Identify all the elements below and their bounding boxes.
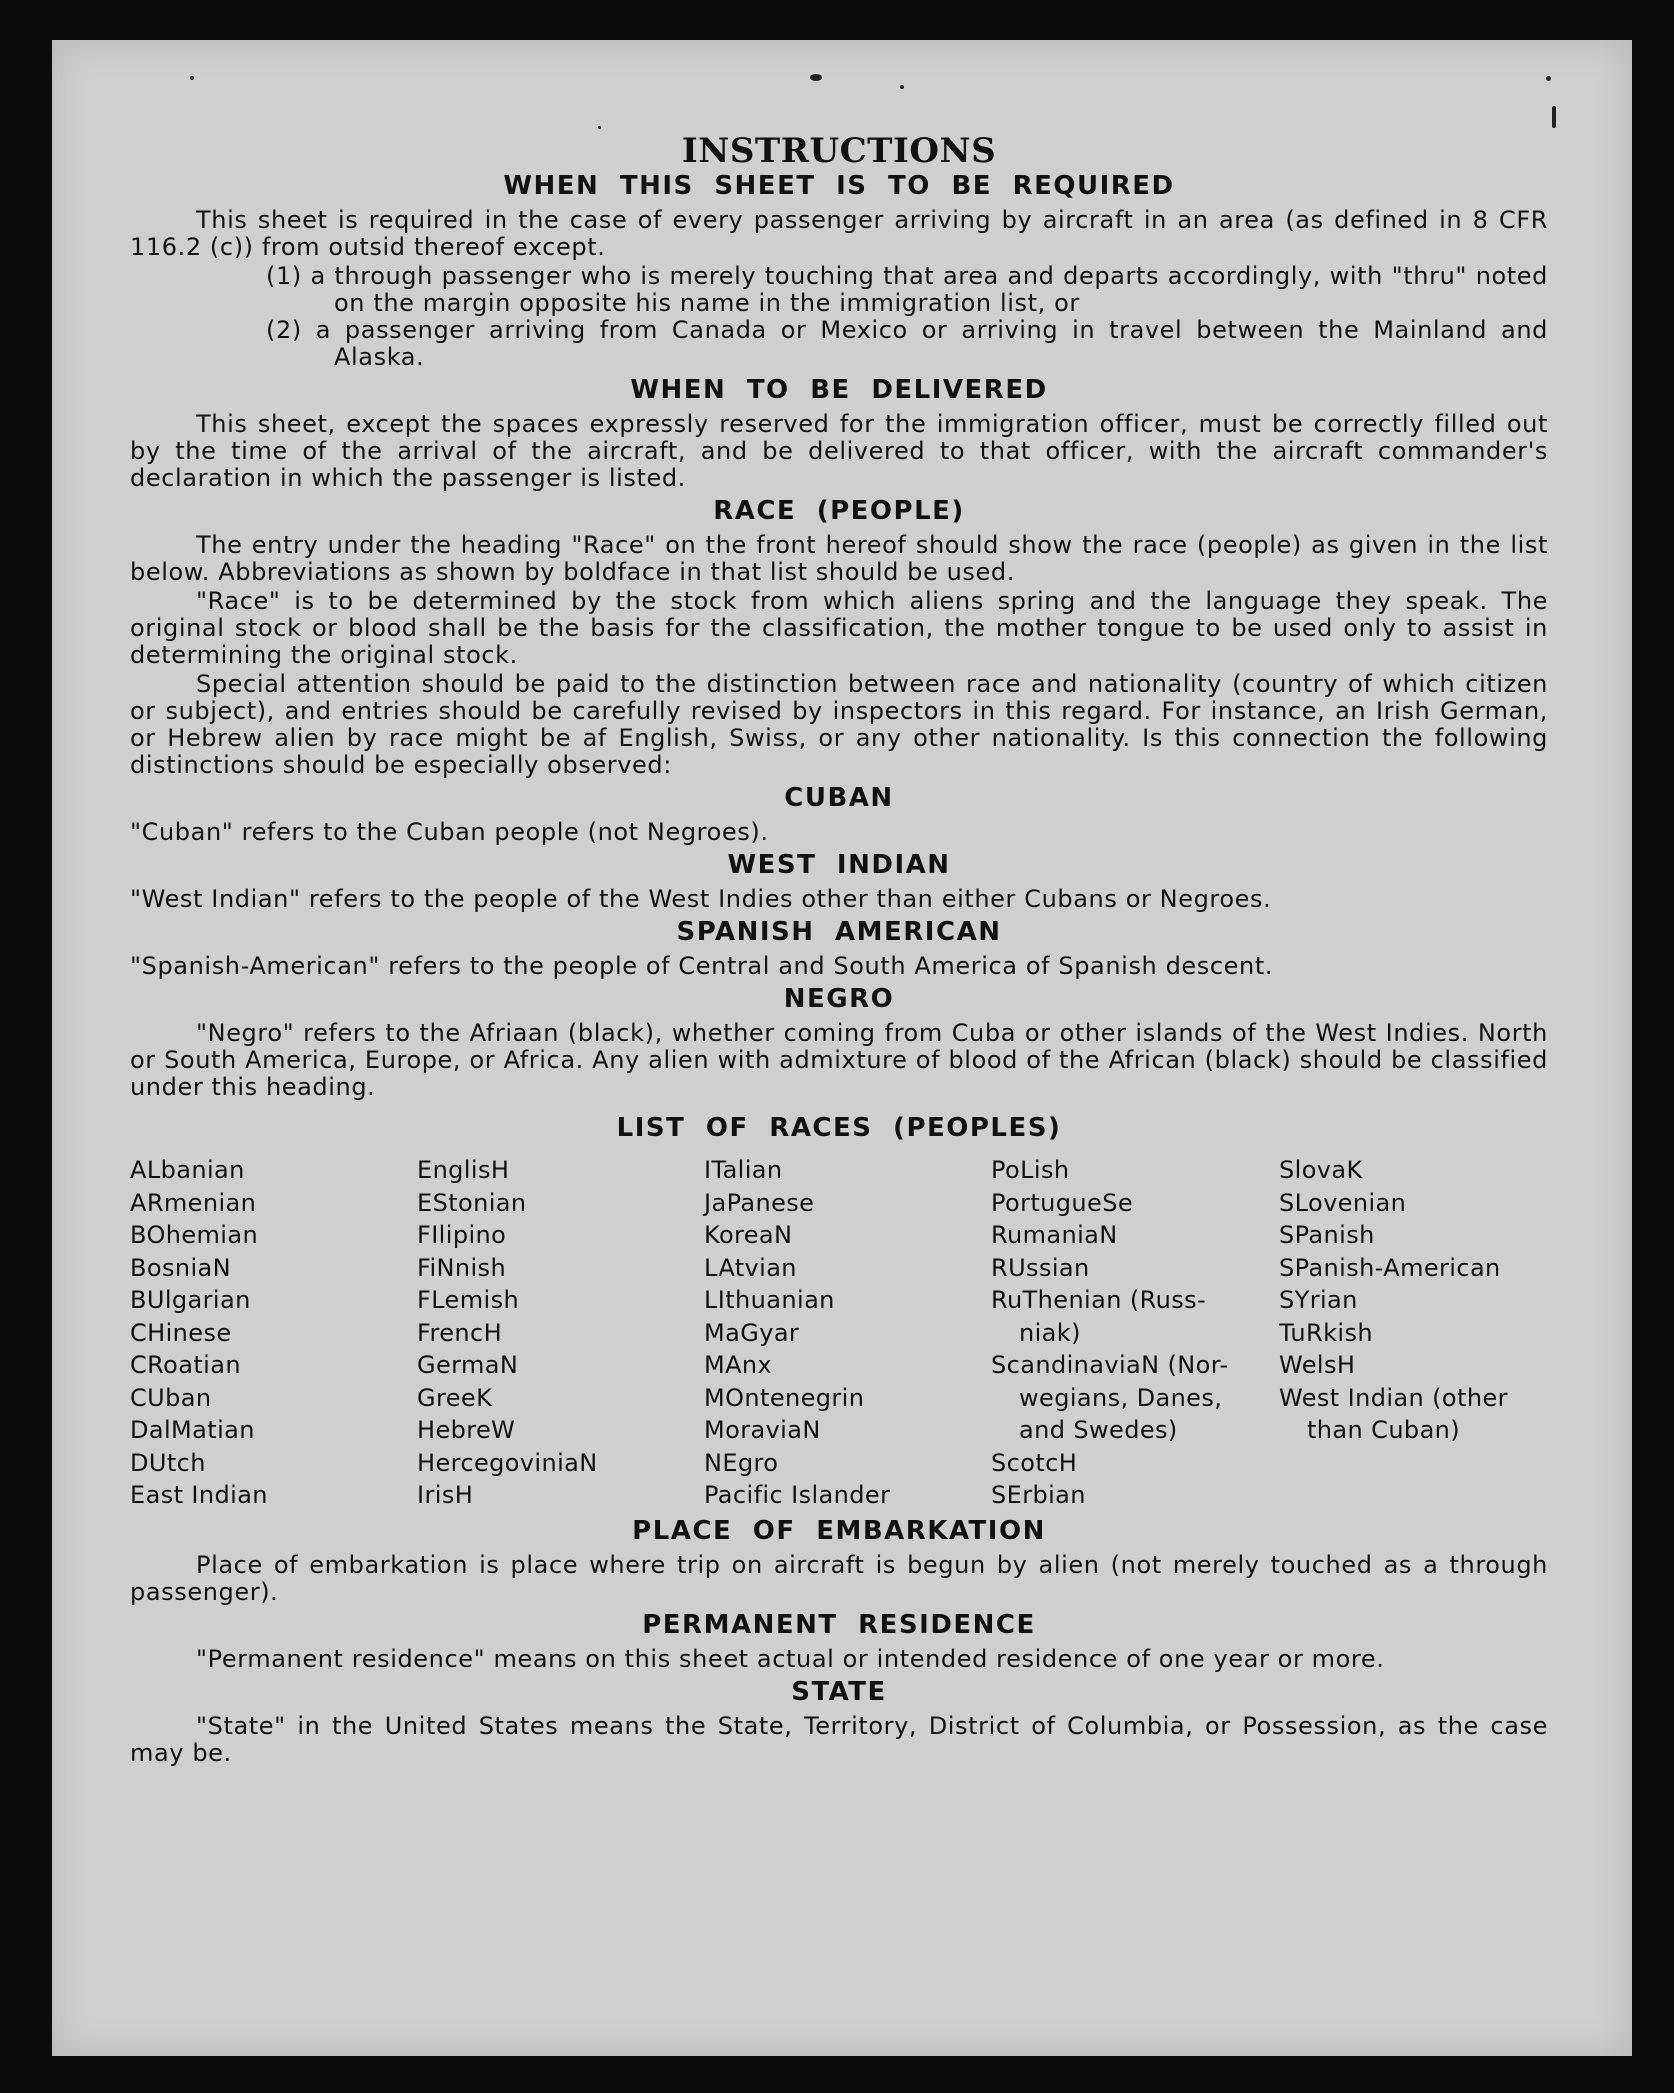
race-item: TuRkish: [1279, 1318, 1373, 1347]
required-exception-2: (2) a passenger arriving from Canada or Mexico or arriving in travel between the Mainland and Alaska.: [266, 316, 1548, 371]
race-item: CUban: [130, 1383, 212, 1412]
races-column-2: [417, 1154, 704, 1512]
race-item: FiNnish: [417, 1253, 507, 1282]
race-item: BosniaN: [130, 1253, 231, 1282]
race-item: West Indian (other: [1279, 1383, 1508, 1412]
race-item: PoLish: [991, 1156, 1070, 1184]
race-item: ScandinaviaN (Nor-: [991, 1351, 1229, 1379]
residence-text: "Permanent residence" means on this sheet actual or intended residence of one year or more.: [196, 1644, 1385, 1673]
race-paragraph-2: "Race" is to be determined by the stock from which aliens spring and the language they speak. The original stock or blood shall be the basis for the classification, the mother tongue to be used only to assist in determining the original stock.: [130, 587, 1548, 669]
heading-state: STATE: [791, 1676, 887, 1707]
heading-when-required: WHEN THIS SHEET IS TO BE REQUIRED: [503, 171, 1175, 201]
race-item: EStonian: [417, 1188, 527, 1217]
race-item: GreeK: [417, 1383, 493, 1412]
required-intro: This sheet is required in the case of every passenger arriving by aircraft in an area (as defined in 8 CFR 116.2 (c)) from outsid thereof except.: [130, 206, 1548, 261]
race-item: SPanish-American: [1279, 1253, 1501, 1282]
race-item: PortugueSe: [991, 1188, 1133, 1217]
race-paragraph-3: Special attention should be paid to the distinction between race and nationality (country of which citizen or subject), and entries should be carefully revised by inspectors in this regard. For instance, an Irish German, or Hebrew alien by race might be af English, Swiss, or any other nationality. Is this connection the following distinctions should be especially observed:: [130, 670, 1548, 779]
race-item: RUssian: [991, 1253, 1090, 1282]
race-item: DalMatian: [130, 1416, 255, 1444]
race-item: SLovenian: [1279, 1188, 1407, 1217]
heading-place-of-embarkation: PLACE OF EMBARKATION: [632, 1515, 1046, 1546]
heading-permanent-residence: PERMANENT RESIDENCE: [642, 1609, 1036, 1640]
west-indian-text: "West Indian" refers to the people of the West Indies other than either Cubans or Negroes.: [130, 885, 1272, 913]
race-item: ScotcH: [991, 1448, 1078, 1477]
heading-negro: NEGRO: [783, 984, 895, 1014]
race-item: MaGyar: [704, 1318, 800, 1347]
race-item: ARmenian: [130, 1188, 257, 1217]
race-item: FLemish: [417, 1286, 520, 1314]
race-item: ITalian: [704, 1156, 783, 1184]
race-item: SPanish: [1279, 1221, 1375, 1249]
race-item: FrencH: [417, 1318, 503, 1347]
race-item: BUlgarian: [130, 1286, 251, 1314]
race-item: FIlipino: [417, 1221, 507, 1249]
required-exception-1: (1) a through passenger who is merely touching that area and departs accordingly, with "thru" noted on the margin opposite his name in the immigration list, or: [266, 262, 1548, 317]
races-column-5: [1279, 1154, 1548, 1512]
race-item: and Swedes): [1019, 1416, 1178, 1444]
races-column-3: [704, 1154, 991, 1512]
race-item: KoreaN: [704, 1221, 793, 1249]
scan-speck: [1552, 106, 1556, 128]
delivered-text: This sheet, except the spaces expressly reserved for the immigration officer, must be correctly filled out by the time of the arrival of the aircraft, and be delivered to that officer, with the aircraft commander's declaration in which the passenger is listed.: [130, 410, 1548, 492]
race-item: niak): [1019, 1318, 1081, 1347]
race-item: SYrian: [1279, 1286, 1358, 1314]
race-paragraph-1: The entry under the heading "Race" on the front hereof should show the race (people) as given in the list below. Abbreviations as shown by boldface in that list should be used.: [130, 531, 1548, 586]
race-item: HebreW: [417, 1416, 516, 1444]
race-item: DUtch: [130, 1448, 206, 1477]
race-item: than Cuban): [1307, 1416, 1461, 1444]
race-item: MoraviaN: [704, 1416, 821, 1444]
cuban-text: "Cuban" refers to the Cuban people (not Negroes).: [130, 818, 769, 846]
race-item: ALbanian: [130, 1156, 245, 1184]
race-item: EnglisH: [417, 1156, 510, 1184]
race-item: IrisH: [417, 1481, 474, 1509]
race-item: CHinese: [130, 1318, 232, 1347]
embarkation-text: Place of embarkation is place where trip on aircraft is begun by alien (not merely touched as a through passenger).: [130, 1550, 1548, 1606]
page-title: INSTRUCTIONS: [681, 131, 997, 171]
scan-speck: [1546, 76, 1551, 81]
race-item: MAnx: [704, 1351, 773, 1379]
heading-race: RACE (PEOPLE): [713, 496, 965, 526]
race-item: SErbian: [991, 1481, 1086, 1509]
state-text: "State" in the United States means the State, Territory, District of Columbia, or Possession, as the case may be.: [130, 1711, 1548, 1767]
heading-west-indian: WEST INDIAN: [727, 850, 951, 880]
race-item: RumaniaN: [991, 1221, 1118, 1249]
race-item: HercegoviniaN: [417, 1448, 598, 1477]
document-sheet: [52, 40, 1632, 2056]
races-column-1: [130, 1154, 417, 1512]
race-item: MOntenegrin: [704, 1383, 865, 1412]
spanish-american-text: "Spanish-American" refers to the people of Central and South America of Spanish descent.: [130, 952, 1274, 980]
race-item: wegians, Danes,: [1019, 1383, 1223, 1412]
races-column-4: [991, 1154, 1279, 1512]
scan-speck: [900, 85, 904, 89]
heading-cuban: CUBAN: [784, 783, 894, 813]
race-item: LIthuanian: [704, 1286, 835, 1314]
race-item: Pacific Islander: [704, 1481, 891, 1509]
heading-when-delivered: WHEN TO BE DELIVERED: [630, 375, 1048, 405]
negro-text: "Negro" refers to the Afriaan (black), whether coming from Cuba or other islands of the West Indies. North or South America, Europe, or Africa. Any alien with admixture of blood of the African (black) should be classified under this heading.: [130, 1019, 1548, 1101]
race-item: JaPanese: [704, 1188, 815, 1217]
heading-list-of-races: LIST OF RACES (PEOPLES): [616, 1113, 1062, 1143]
race-item: CRoatian: [130, 1351, 241, 1379]
race-item: WelsH: [1279, 1351, 1356, 1379]
race-item: RuThenian (Russ-: [991, 1286, 1207, 1314]
race-item: SlovaK: [1279, 1156, 1363, 1184]
heading-spanish-american: SPANISH AMERICAN: [676, 917, 1002, 947]
race-item: BOhemian: [130, 1221, 259, 1249]
scan-speck: [190, 76, 194, 80]
race-item: LAtvian: [704, 1253, 797, 1282]
instructions-content: [130, 131, 1548, 1769]
scan-speck: [598, 126, 601, 129]
race-item: NEgro: [704, 1448, 779, 1477]
race-item: East Indian: [130, 1481, 268, 1509]
races-list: [130, 1154, 1548, 1512]
race-item: GermaN: [417, 1351, 519, 1379]
scan-speck: [810, 74, 822, 81]
